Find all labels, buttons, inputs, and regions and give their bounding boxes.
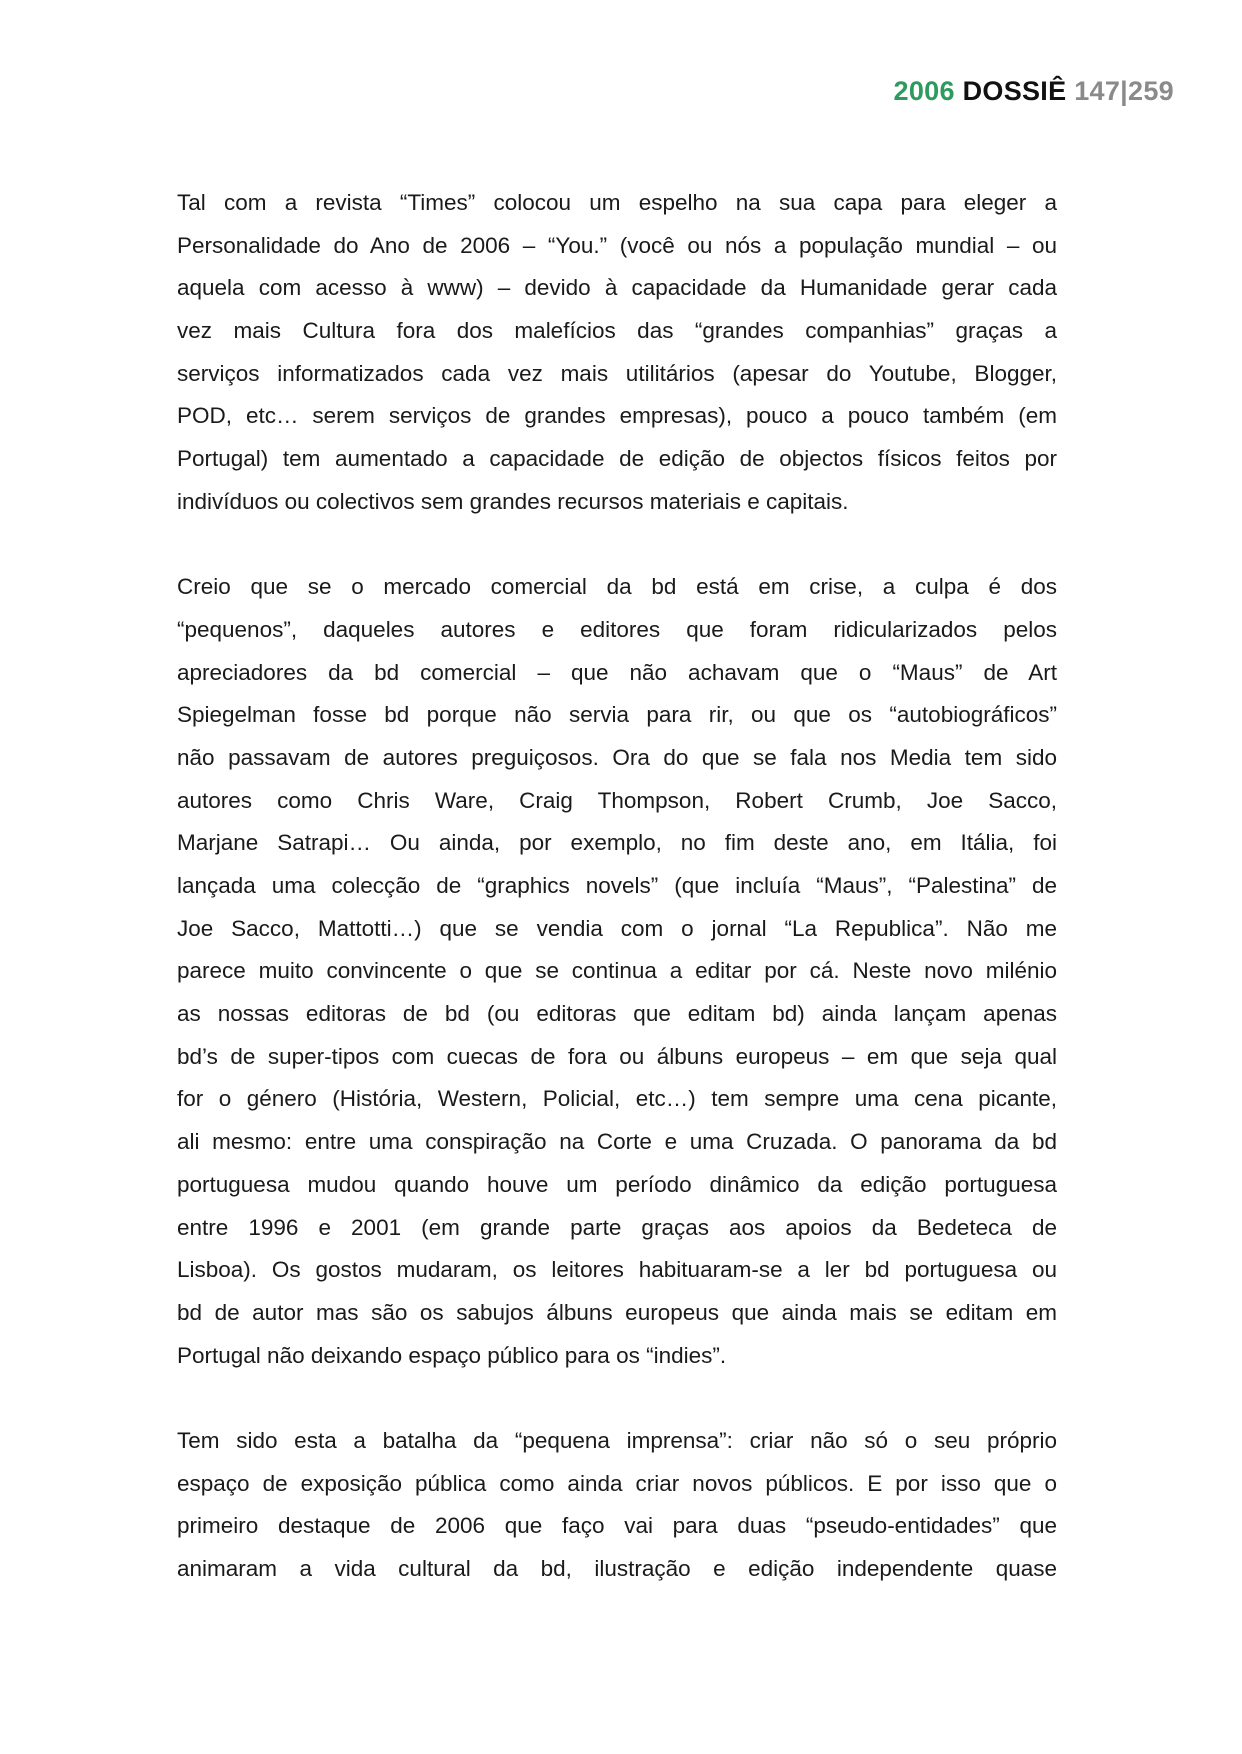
text-line: espaço de exposição pública como ainda criar novos públicos. E por isso que o (177, 1470, 1057, 1496)
text-line: bd’s de super-tipos com cuecas de fora ou álbuns europeus – em que seja qual (177, 1043, 1057, 1069)
text-line: não passavam de autores preguiçosos. Ora do que se fala nos Media tem sido (177, 744, 1057, 770)
text-line: Spiegelman fosse bd porque não servia para rir, ou que os “autobiográficos” (177, 702, 1057, 728)
document-body (177, 188, 1057, 1639)
text-line: Marjane Satrapi… Ou ainda, por exemplo, no fim deste ano, em Itália, foi (177, 830, 1057, 856)
text-line: “pequenos”, daqueles autores e editores que foram ridicularizados pelos (177, 616, 1057, 642)
text-line: Joe Sacco, Mattotti…) que se vendia com o jornal “La Republica”. Não me (177, 915, 1057, 941)
text-line: Lisboa). Os gostos mudaram, os leitores habituaram-se a ler bd portuguesa ou (177, 1257, 1057, 1283)
header-title: DOSSIÊ (962, 76, 1067, 106)
text-line: Tal com a revista “Times” colocou um espelho na sua capa para eleger a (177, 190, 1057, 215)
text-line: portuguesa mudou quando houve um período dinâmico da edição portuguesa (177, 1171, 1057, 1197)
text-line: entre 1996 e 2001 (em grande parte graças aos apoios da Bedeteca de (177, 1214, 1057, 1240)
text-line: primeiro destaque de 2006 que faço vai para duas “pseudo-entidades” que (177, 1513, 1057, 1539)
text-line: parece muito convincente o que se continua a editar por cá. Neste novo milénio (177, 958, 1057, 984)
text-line: Creio que se o mercado comercial da bd está em crise, a culpa é dos (177, 574, 1057, 600)
text-line: Tem sido esta a batalha da “pequena imprensa”: criar não só o seu próprio (177, 1427, 1057, 1453)
text-line: vez mais Cultura fora dos malefícios das “grandes companhias” graças a (177, 318, 1057, 344)
text-line: indivíduos ou colectivos sem grandes recursos materiais e capitais. (177, 488, 849, 514)
text-line: autores como Chris Ware, Craig Thompson, Robert Crumb, Joe Sacco, (177, 787, 1057, 813)
paragraph (177, 188, 1057, 530)
text-line: POD, etc… serem serviços de grandes empresas), pouco a pouco também (em (177, 403, 1057, 429)
text-line: as nossas editoras de bd (ou editoras que editam bd) ainda lançam apenas (177, 1001, 1057, 1027)
text-line: Portugal não deixando espaço público para os “indies”. (177, 1342, 727, 1368)
text-line: bd de autor mas são os sabujos álbuns europeus que ainda mais se editam em (177, 1299, 1057, 1325)
text-line: ali mesmo: entre uma conspiração na Corte e uma Cruzada. O panorama da bd (177, 1129, 1057, 1155)
page-number: 147|259 (1074, 76, 1174, 106)
paragraph (177, 572, 1057, 1383)
text-line: Portugal) tem aumentado a capacidade de edição de objectos físicos feitos por (177, 446, 1057, 472)
text-line: animaram a vida cultural da bd, ilustração e edição independente quase (177, 1556, 1057, 1581)
text-line: serviços informatizados cada vez mais utilitários (apesar do Youtube, Blogger, (177, 360, 1057, 386)
text-line: for o género (História, Western, Policial, etc…) tem sempre uma cena picante, (177, 1086, 1057, 1112)
text-line: lançada uma colecção de “graphics novels” (que incluía “Maus”, “Palestina” de (177, 873, 1057, 898)
paragraph (177, 1426, 1057, 1597)
running-header (894, 76, 1174, 107)
header-year: 2006 (893, 76, 955, 106)
text-line: Personalidade do Ano de 2006 – “You.” (você ou nós a população mundial – ou (177, 232, 1057, 258)
text-line: aquela com acesso à www) – devido à capacidade da Humanidade gerar cada (177, 275, 1057, 301)
text-line: apreciadores da bd comercial – que não achavam que o “Maus” de Art (177, 659, 1057, 685)
